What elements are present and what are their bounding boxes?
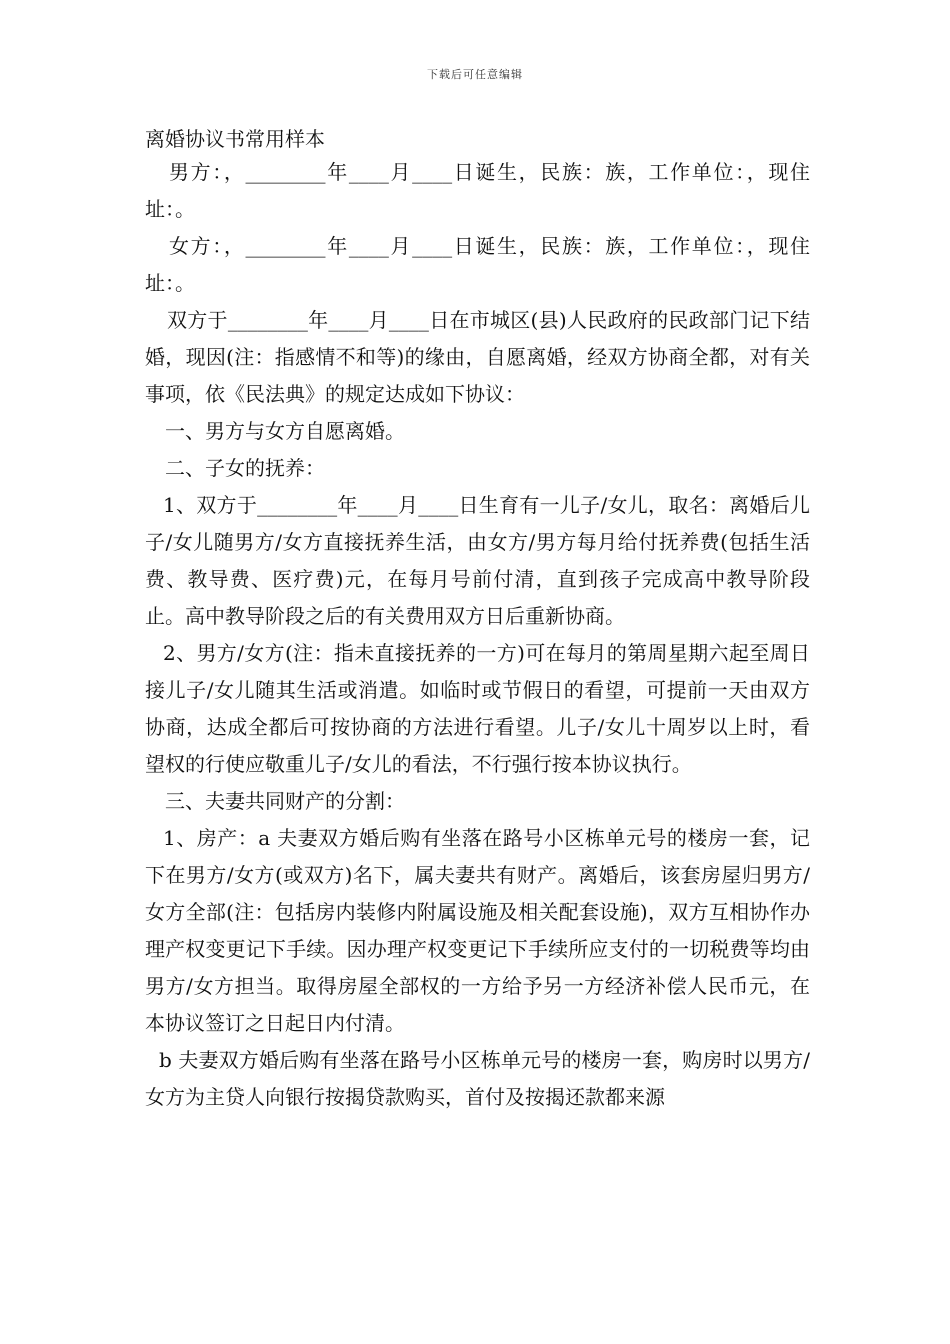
- document-title: 离婚协议书常用样本: [145, 127, 325, 151]
- paragraph-male-party: 男方：，________年____月____日诞生，民族：族，工作单位：，现住址：。: [145, 160, 810, 221]
- paragraph-marriage-registration: 双方于________年____月____日在市城区(县)人民政府的民政部门记下结婚，现因(注：指感情不和等)的缘由，自愿离婚，经双方协商全都，对有关事项，依《民法典》的规定达成如下协议：: [145, 308, 810, 406]
- paragraph-clause-2-heading: 二、子女的抚养：: [165, 456, 325, 480]
- paragraph-clause-2-2: 2、男方/女方(注：指未直接抚养的一方)可在每月的第周星期六起至周日接儿子/女儿随其生活或消遣。如临时或节假日的看望，可提前一天由双方协商，达成全都后可按协商的方法进行看望。儿子/女儿十周岁以上时，看望权的行使应敬重儿子/女儿的看法，不行强行按本协议执行。: [145, 641, 810, 776]
- paragraph-female-party: 女方：，________年____月____日诞生，民族：族，工作单位：，现住址：。: [145, 234, 810, 295]
- paragraph-clause-2-1: 1、双方于________年____月____日生育有一儿子/女儿，取名：离婚后儿子/女儿随男方/女方直接抚养生活，由女方/男方每月给付抚养费(包括生活费、教导费、医疗费)元，在每月号前付清，直到孩子完成高中教导阶段止。高中教导阶段之后的有关费用双方日后重新协商。: [145, 493, 810, 628]
- header-note: 下载后可任意编辑: [427, 68, 523, 81]
- paragraph-clause-3-1a: 1、房产：a 夫妻双方婚后购有坐落在路号小区栋单元号的楼房一套，记下在男方/女方(或双方)名下，属夫妻共有财产。离婚后，该套房屋归男方/女方全部(注：包括房内装修内附属设施及相关配套设施)，双方互相协作办理产权变更记下手续。因办理产权变更记下手续所应支付的一切税费等均由男方/女方担当。取得房屋全部权的一方给予另一方经济补偿人民币元，在本协议签订之日起日内付清。: [145, 826, 810, 1035]
- paragraph-clause-1: 一、男方与女方自愿离婚。: [165, 419, 405, 443]
- document-body: [145, 124, 810, 1116]
- paragraph-clause-3-heading: 三、夫妻共同财产的分割：: [165, 789, 405, 813]
- paragraph-clause-3-1b: b 夫妻双方婚后购有坐落在路号小区栋单元号的楼房一套，购房时以男方/女方为主贷人向银行按揭贷款购买，首付及按揭还款都来源: [145, 1048, 810, 1109]
